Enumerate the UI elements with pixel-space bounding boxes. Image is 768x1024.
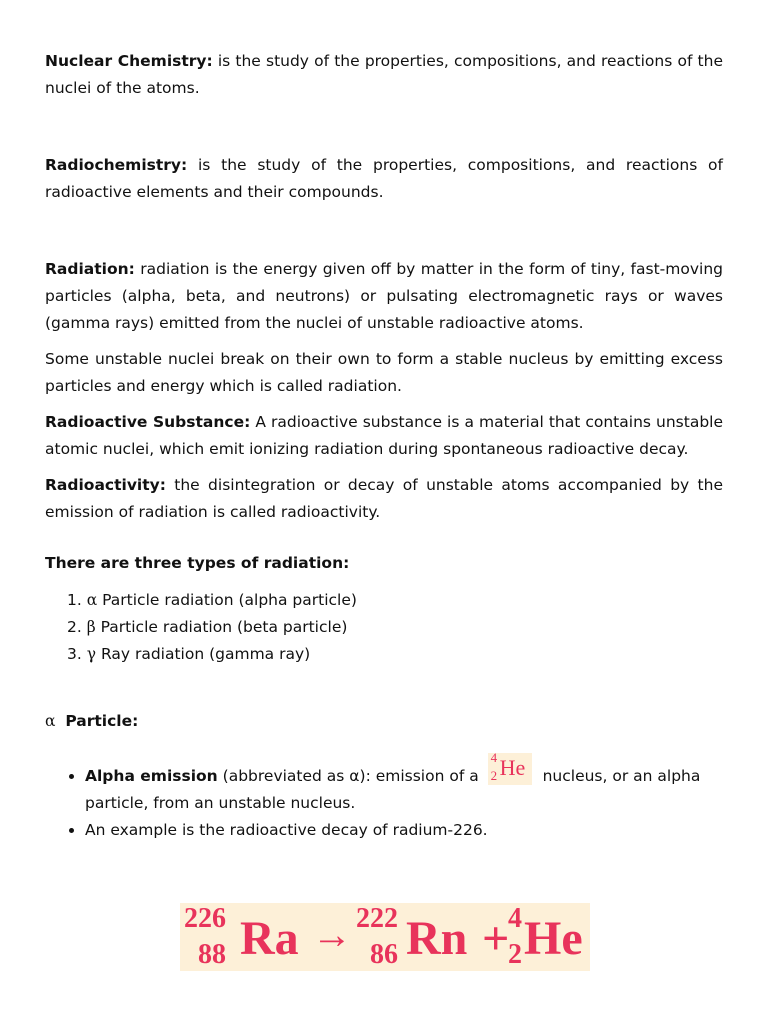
bullet-text: An example is the radioactive decay of radium-226. bbox=[85, 821, 488, 839]
radiation-types-heading: There are three types of radiation: bbox=[45, 554, 350, 572]
list-text: Particle radiation (alpha particle) bbox=[102, 591, 357, 609]
definition-term: Radioactivity: bbox=[45, 476, 166, 494]
reaction-arrow-icon: → bbox=[312, 912, 352, 957]
plus-sign: + bbox=[482, 912, 510, 965]
radon-mass-number: 222 bbox=[356, 903, 398, 934]
radioactive-substance-definition bbox=[45, 409, 723, 463]
gamma-symbol: γ bbox=[86, 645, 96, 663]
list-item bbox=[67, 614, 723, 641]
radium-symbol: Ra bbox=[240, 912, 299, 965]
definition-term: Radioactive Substance: bbox=[45, 413, 251, 431]
definition-term: Radiation: bbox=[45, 260, 135, 278]
document-page bbox=[45, 48, 723, 844]
radiochemistry-definition bbox=[45, 152, 723, 206]
helium-mass-number: 4 bbox=[508, 903, 522, 934]
definition-text: the disintegration or decay of unstable atoms accompanied by the emission of radiation is called radioactivity. bbox=[45, 476, 723, 521]
list-item bbox=[67, 587, 723, 614]
radiation-definition bbox=[45, 256, 723, 337]
helium-symbol: He bbox=[524, 912, 583, 965]
list-number: 2. bbox=[67, 618, 82, 636]
list-text: Particle radiation (beta particle) bbox=[100, 618, 348, 636]
alpha-bullets bbox=[45, 750, 723, 844]
definition-term: Nuclear Chemistry: bbox=[45, 52, 213, 70]
definition-text: is the study of the properties, compositions, and reactions of radioactive elements and their compounds. bbox=[45, 156, 723, 201]
helium-atomic-number: 2 bbox=[508, 939, 522, 970]
radium-atomic-number: 88 bbox=[198, 939, 226, 970]
mass-number: 4 bbox=[490, 750, 498, 765]
bullet-text-before: (abbreviated as α): emission of a bbox=[222, 767, 479, 785]
radon-symbol: Rn bbox=[406, 912, 468, 965]
radium-mass-number: 226 bbox=[184, 903, 226, 934]
radiation-note: Some unstable nuclei break on their own to form a stable nucleus by emitting excess particles and energy which is called radiation. bbox=[45, 350, 723, 395]
list-item bbox=[85, 817, 723, 844]
bullet-text-after: nucleus, or an alpha particle, from an unstable nucleus. bbox=[85, 767, 701, 812]
definition-text: A radioactive substance is a material that contains unstable atomic nuclei, which emit ionizing radiation during spontaneous radioactive decay. bbox=[45, 413, 724, 458]
list-number: 3. bbox=[67, 645, 82, 663]
list-text: Ray radiation (gamma ray) bbox=[100, 645, 311, 663]
radioactivity-definition bbox=[45, 472, 723, 526]
section-title: Particle: bbox=[65, 712, 139, 730]
element-symbol: He bbox=[499, 755, 526, 780]
nuclear-chemistry-definition bbox=[45, 48, 723, 102]
list-item bbox=[85, 750, 723, 817]
bullet-term: Alpha emission bbox=[85, 767, 218, 785]
list-item bbox=[67, 641, 723, 668]
atomic-number: 2 bbox=[490, 768, 498, 783]
radon-atomic-number: 86 bbox=[370, 939, 398, 970]
definition-text: radiation is the energy given off by matter in the form of tiny, fast-moving particles (alpha, beta, and neutrons) or pulsating electromagnetic rays or waves (gamma rays) emitted from the nuclei of unstable radioactive atoms. bbox=[45, 260, 723, 332]
helium-nucleus-image bbox=[488, 750, 532, 785]
definition-term: Radiochemistry: bbox=[45, 156, 188, 174]
list-number: 1. bbox=[67, 591, 82, 609]
radium-decay-equation-image bbox=[180, 903, 590, 971]
definition-text: is the study of the properties, compositions, and reactions of the nuclei of the atoms. bbox=[45, 52, 723, 97]
alpha-symbol: α bbox=[45, 712, 56, 730]
beta-symbol: β bbox=[86, 618, 96, 636]
radiation-types-list bbox=[45, 587, 723, 668]
alpha-particle-heading bbox=[45, 708, 723, 735]
alpha-symbol: α bbox=[86, 591, 98, 609]
